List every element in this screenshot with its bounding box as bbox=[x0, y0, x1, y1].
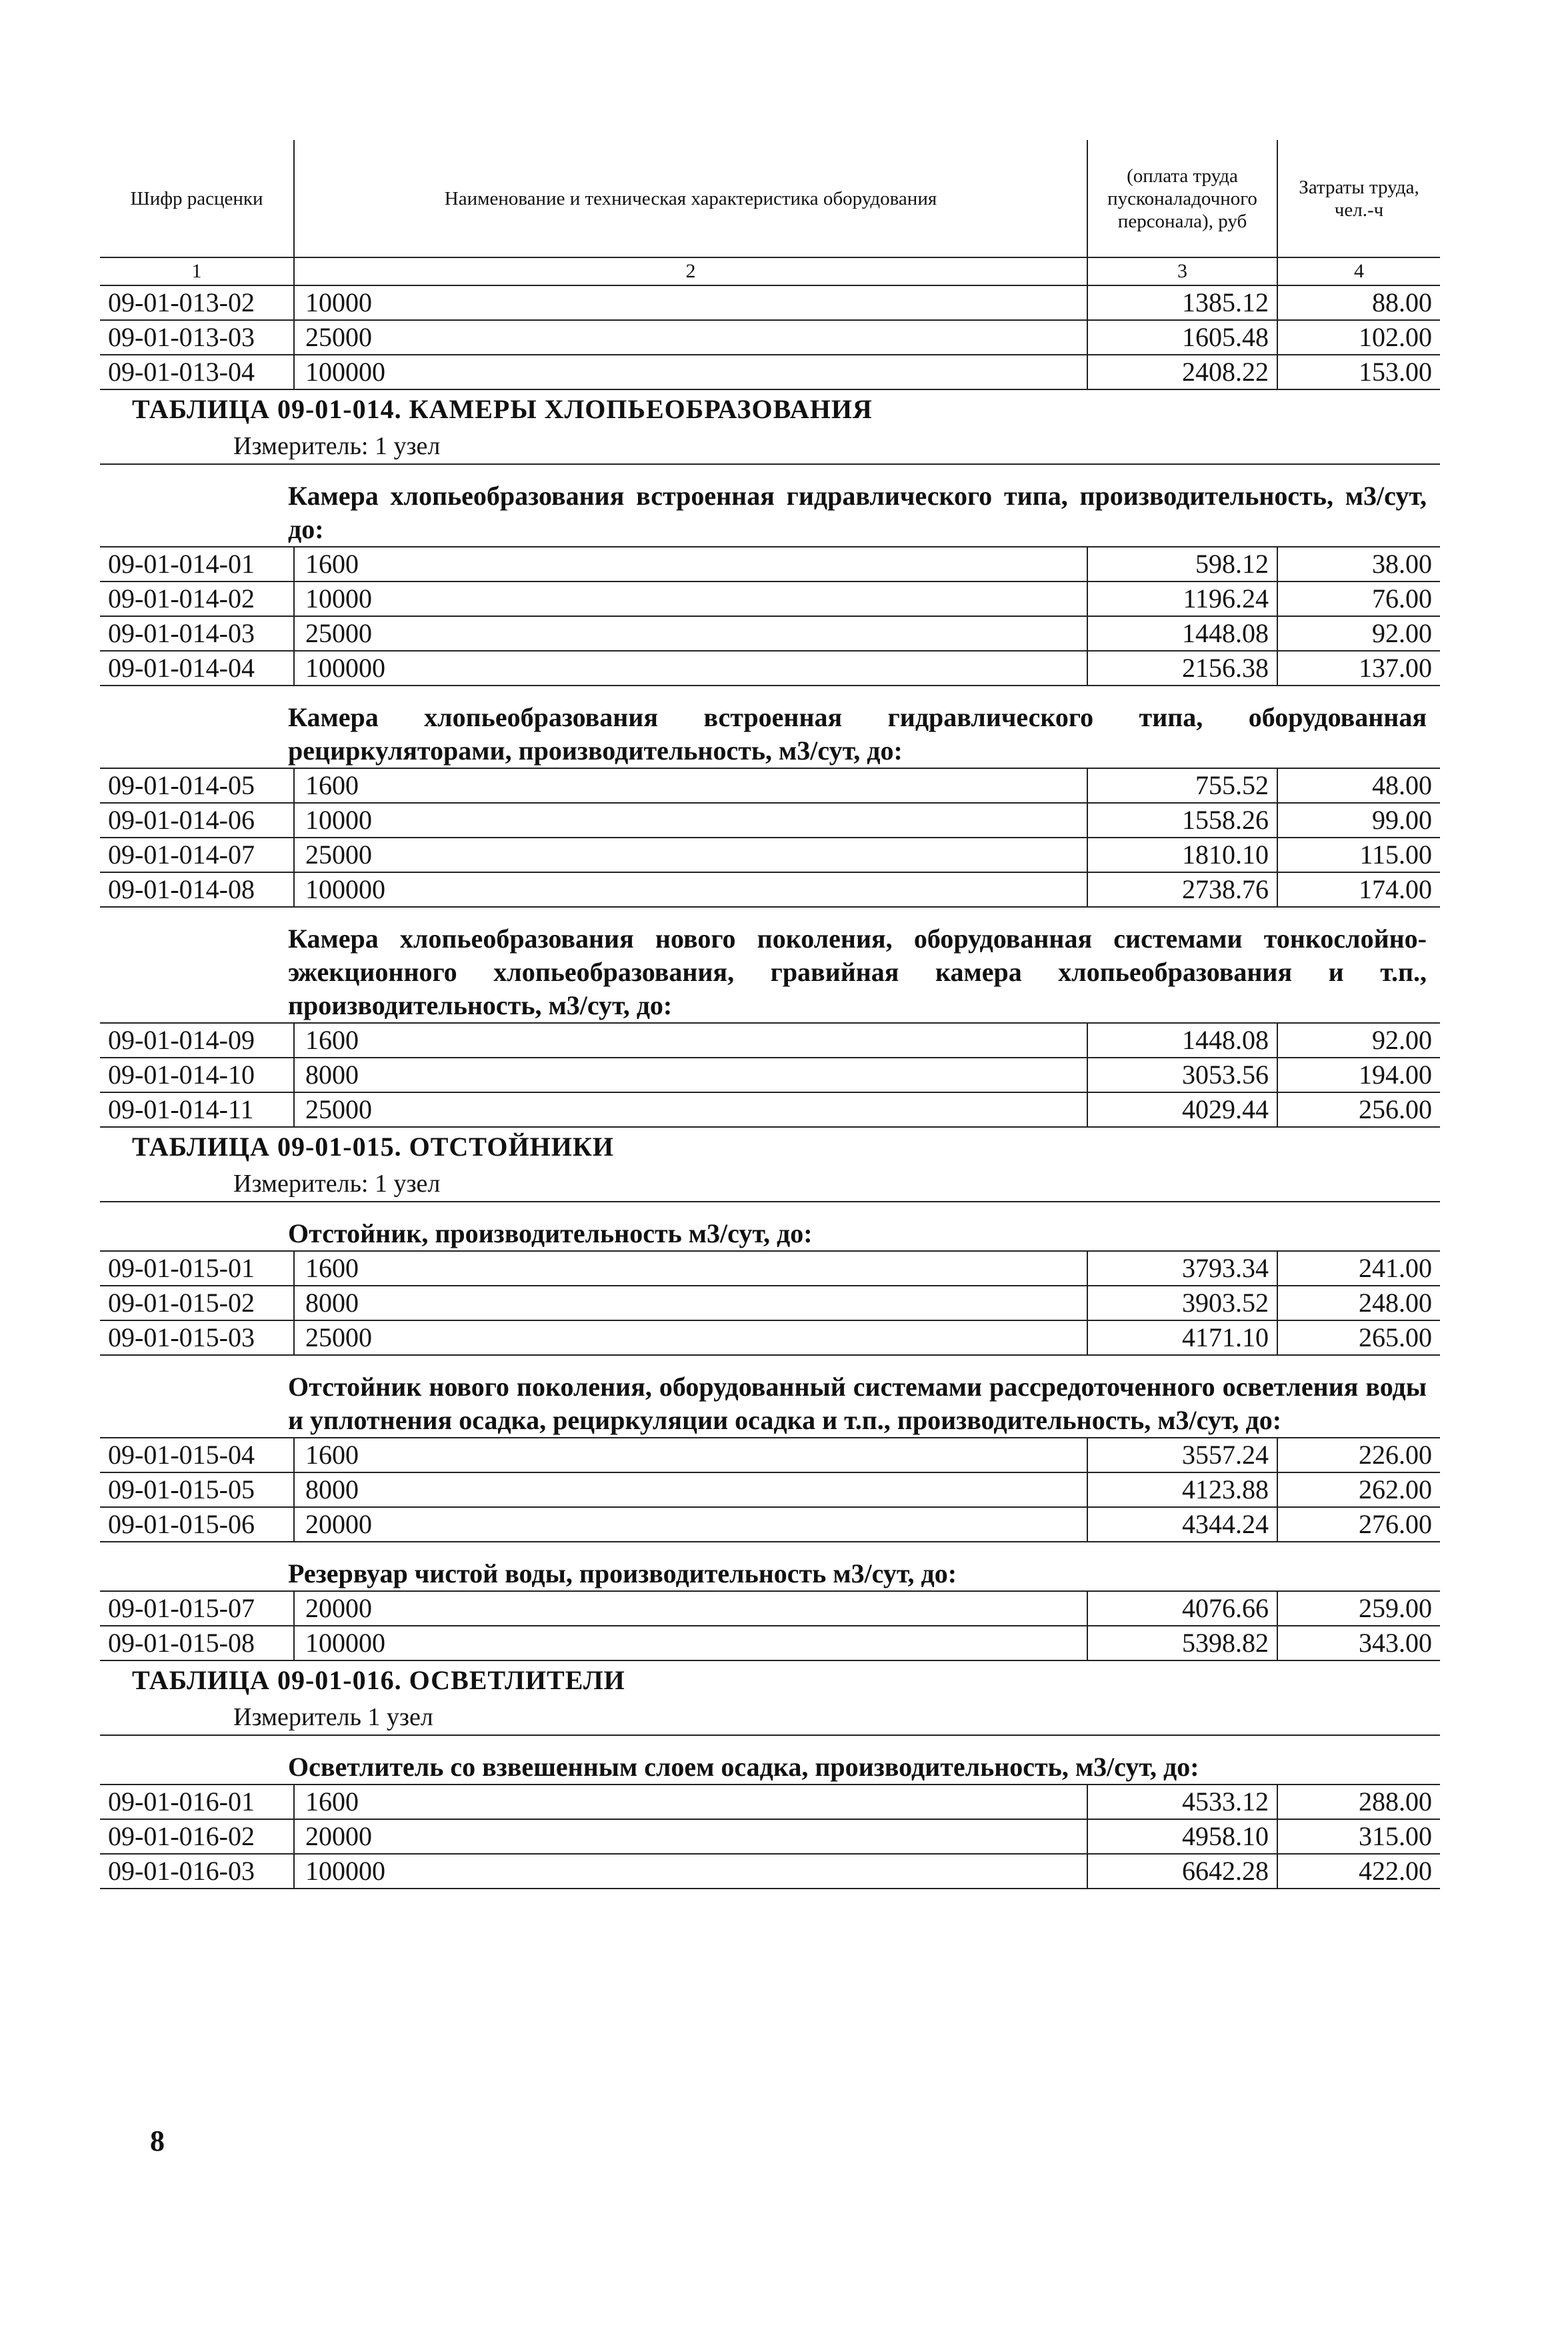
rate-code: 09-01-014-01 bbox=[108, 549, 255, 579]
group-heading: Камера хлопьеобразования встроенная гидравлического типа, оборудованная рециркуляторами, производительность, м3/сут, до: bbox=[100, 686, 1440, 769]
capacity-value: 25000 bbox=[293, 617, 1087, 650]
capacity-value: 20000 bbox=[293, 1508, 1087, 1541]
cost-value: 1810.10 bbox=[1087, 838, 1277, 872]
capacity-value: 1600 bbox=[293, 547, 1087, 581]
labor-value: 241.00 bbox=[1277, 1252, 1440, 1285]
section-title: ТАБЛИЦА 09-01-014. КАМЕРЫ ХЛОПЬЕОБРАЗОВАНИЯ bbox=[132, 394, 873, 424]
rate-code: 09-01-014-08 bbox=[108, 874, 255, 904]
labor-value: 174.00 bbox=[1277, 873, 1440, 906]
measure-unit: Измеритель: 1 узел bbox=[100, 1166, 1440, 1202]
table-row bbox=[100, 355, 1440, 390]
labor-value: 256.00 bbox=[1277, 1093, 1440, 1126]
cost-value: 4076.66 bbox=[1087, 1592, 1277, 1625]
labor-value: 288.00 bbox=[1277, 1785, 1440, 1819]
labor-value: 262.00 bbox=[1277, 1473, 1440, 1506]
rate-code: 09-01-013-02 bbox=[108, 287, 255, 317]
rate-code: 09-01-014-02 bbox=[108, 583, 255, 614]
cost-value: 1448.08 bbox=[1087, 1024, 1277, 1057]
cost-value: 4123.88 bbox=[1087, 1473, 1277, 1506]
labor-value: 48.00 bbox=[1277, 769, 1440, 802]
rate-code: 09-01-015-08 bbox=[108, 1628, 255, 1658]
measure-unit: Измеритель 1 узел bbox=[100, 1700, 1440, 1736]
labor-value: 226.00 bbox=[1277, 1438, 1440, 1472]
section-title: ТАБЛИЦА 09-01-016. ОСВЕТЛИТЕЛИ bbox=[132, 1665, 625, 1695]
cost-value: 1605.48 bbox=[1087, 321, 1277, 354]
rate-code: 09-01-015-01 bbox=[108, 1253, 255, 1283]
rate-code: 09-01-014-05 bbox=[108, 770, 255, 800]
group-heading: Отстойник, производительность м3/сут, до: bbox=[100, 1202, 1440, 1252]
capacity-value: 25000 bbox=[293, 1321, 1087, 1354]
table-row bbox=[100, 1473, 1440, 1508]
table-body bbox=[100, 286, 1440, 1889]
column-number: 1 bbox=[191, 260, 202, 282]
labor-value: 92.00 bbox=[1277, 1024, 1440, 1057]
labor-value: 343.00 bbox=[1277, 1626, 1440, 1660]
capacity-value: 1600 bbox=[293, 769, 1087, 802]
capacity-value: 1600 bbox=[293, 1785, 1087, 1819]
rate-code: 09-01-014-03 bbox=[108, 618, 255, 648]
group-heading: Резервуар чистой воды, производительность м3/сут, до: bbox=[100, 1542, 1440, 1592]
table-row bbox=[100, 1508, 1440, 1542]
labor-value: 99.00 bbox=[1277, 804, 1440, 837]
capacity-value: 10000 bbox=[293, 582, 1087, 616]
table-row bbox=[100, 1820, 1440, 1855]
capacity-value: 100000 bbox=[293, 873, 1087, 906]
capacity-value: 1600 bbox=[293, 1024, 1087, 1057]
cost-value: 4029.44 bbox=[1087, 1093, 1277, 1126]
rate-code: 09-01-014-11 bbox=[108, 1094, 254, 1124]
table-row bbox=[100, 1785, 1440, 1820]
cost-value: 6642.28 bbox=[1087, 1855, 1277, 1888]
page-number: 8 bbox=[150, 2125, 165, 2157]
table-row bbox=[100, 1321, 1440, 1356]
labor-value: 422.00 bbox=[1277, 1855, 1440, 1888]
capacity-value: 10000 bbox=[293, 804, 1087, 837]
capacity-value: 100000 bbox=[293, 1626, 1087, 1660]
rate-code: 09-01-014-06 bbox=[108, 805, 255, 835]
header-code: Шифр расценки bbox=[130, 187, 263, 209]
labor-value: 115.00 bbox=[1277, 838, 1440, 872]
capacity-value: 25000 bbox=[293, 1093, 1087, 1126]
cost-value: 2156.38 bbox=[1087, 652, 1277, 685]
cost-value: 4533.12 bbox=[1087, 1785, 1277, 1819]
cost-value: 3557.24 bbox=[1087, 1438, 1277, 1472]
price-table bbox=[100, 140, 1440, 1889]
cost-value: 1196.24 bbox=[1087, 582, 1277, 616]
rate-code: 09-01-015-05 bbox=[108, 1474, 255, 1504]
labor-value: 88.00 bbox=[1277, 286, 1440, 319]
column-number: 2 bbox=[293, 258, 1087, 285]
cost-value: 4344.24 bbox=[1087, 1508, 1277, 1541]
rate-code: 09-01-016-03 bbox=[108, 1856, 255, 1886]
table-row bbox=[100, 652, 1440, 686]
capacity-value: 8000 bbox=[293, 1473, 1087, 1506]
labor-value: 38.00 bbox=[1277, 547, 1440, 581]
capacity-value: 100000 bbox=[293, 355, 1087, 389]
labor-value: 315.00 bbox=[1277, 1820, 1440, 1853]
group-heading: Отстойник нового поколения, оборудованный системами рассредоточенного осветления воды и уплотнения осадка, рециркуляции осадка и т.п., производительность, м3/сут, до: bbox=[100, 1356, 1440, 1438]
column-numbers bbox=[100, 258, 1440, 286]
cost-value: 1385.12 bbox=[1087, 286, 1277, 319]
labor-value: 259.00 bbox=[1277, 1592, 1440, 1625]
capacity-value: 10000 bbox=[293, 286, 1087, 319]
table-row bbox=[100, 1252, 1440, 1286]
header-cost: (оплата труда пусконаладочного персонала), руб bbox=[1087, 140, 1277, 257]
table-row bbox=[100, 582, 1440, 617]
cost-value: 1448.08 bbox=[1087, 617, 1277, 650]
table-row bbox=[100, 873, 1440, 908]
rate-code: 09-01-015-04 bbox=[108, 1440, 255, 1470]
labor-value: 76.00 bbox=[1277, 582, 1440, 616]
cost-value: 755.52 bbox=[1087, 769, 1277, 802]
column-number: 4 bbox=[1277, 258, 1440, 285]
table-row bbox=[100, 1592, 1440, 1626]
cost-value: 3903.52 bbox=[1087, 1286, 1277, 1320]
rate-code: 09-01-014-09 bbox=[108, 1025, 255, 1055]
capacity-value: 100000 bbox=[293, 652, 1087, 685]
table-row bbox=[100, 286, 1440, 321]
table-row bbox=[100, 321, 1440, 355]
table-row bbox=[100, 1438, 1440, 1473]
cost-value: 4171.10 bbox=[1087, 1321, 1277, 1354]
rate-code: 09-01-016-02 bbox=[108, 1821, 255, 1851]
table-row bbox=[100, 1024, 1440, 1058]
group-heading: Камера хлопьеобразования встроенная гидравлического типа, производительность, м3/сут, до: bbox=[100, 465, 1440, 547]
labor-value: 265.00 bbox=[1277, 1321, 1440, 1354]
table-row bbox=[100, 617, 1440, 652]
capacity-value: 100000 bbox=[293, 1855, 1087, 1888]
group-heading: Осветлитель со взвешенным слоем осадка, производительность, м3/сут, до: bbox=[100, 1736, 1440, 1785]
cost-value: 3793.34 bbox=[1087, 1252, 1277, 1285]
cost-value: 1558.26 bbox=[1087, 804, 1277, 837]
header-name: Наименование и техническая характеристика оборудования bbox=[293, 140, 1087, 257]
table-row bbox=[100, 547, 1440, 582]
rate-code: 09-01-015-03 bbox=[108, 1322, 255, 1352]
rate-code: 09-01-015-02 bbox=[108, 1288, 255, 1318]
rate-code: 09-01-016-01 bbox=[108, 1787, 255, 1817]
cost-value: 5398.82 bbox=[1087, 1626, 1277, 1660]
table-row bbox=[100, 804, 1440, 838]
capacity-value: 8000 bbox=[293, 1058, 1087, 1092]
table-row bbox=[100, 838, 1440, 873]
table-row bbox=[100, 1286, 1440, 1321]
table-row bbox=[100, 1093, 1440, 1128]
labor-value: 248.00 bbox=[1277, 1286, 1440, 1320]
cost-value: 4958.10 bbox=[1087, 1820, 1277, 1853]
cost-value: 2408.22 bbox=[1087, 355, 1277, 389]
rate-code: 09-01-014-04 bbox=[108, 653, 255, 683]
table-row bbox=[100, 1058, 1440, 1093]
labor-value: 102.00 bbox=[1277, 321, 1440, 354]
rate-code: 09-01-014-10 bbox=[108, 1060, 255, 1090]
capacity-value: 25000 bbox=[293, 838, 1087, 872]
cost-value: 598.12 bbox=[1087, 547, 1277, 581]
capacity-value: 25000 bbox=[293, 321, 1087, 354]
table-header bbox=[100, 140, 1440, 258]
rate-code: 09-01-014-07 bbox=[108, 840, 255, 870]
rate-code: 09-01-015-06 bbox=[108, 1509, 255, 1539]
table-row bbox=[100, 1855, 1440, 1889]
table-row bbox=[100, 1626, 1440, 1661]
rate-code: 09-01-013-04 bbox=[108, 357, 255, 387]
measure-unit: Измеритель: 1 узел bbox=[100, 429, 1440, 465]
capacity-value: 1600 bbox=[293, 1438, 1087, 1472]
table-row bbox=[100, 769, 1440, 804]
header-labor: Затраты труда, чел.-ч bbox=[1277, 140, 1440, 257]
labor-value: 194.00 bbox=[1277, 1058, 1440, 1092]
labor-value: 153.00 bbox=[1277, 355, 1440, 389]
labor-value: 276.00 bbox=[1277, 1508, 1440, 1541]
labor-value: 137.00 bbox=[1277, 652, 1440, 685]
labor-value: 92.00 bbox=[1277, 617, 1440, 650]
section-title: ТАБЛИЦА 09-01-015. ОТСТОЙНИКИ bbox=[132, 1132, 614, 1162]
capacity-value: 8000 bbox=[293, 1286, 1087, 1320]
rate-code: 09-01-015-07 bbox=[108, 1593, 255, 1623]
group-heading: Камера хлопьеобразования нового поколения, оборудованная системами тонкослойно-эжекционного хлопьеобразования, гравийная камера хлопьеобразования и т.п., производительность, м3/сут, до: bbox=[100, 908, 1440, 1024]
capacity-value: 20000 bbox=[293, 1820, 1087, 1853]
cost-value: 3053.56 bbox=[1087, 1058, 1277, 1092]
column-number: 3 bbox=[1087, 258, 1277, 285]
cost-value: 2738.76 bbox=[1087, 873, 1277, 906]
capacity-value: 20000 bbox=[293, 1592, 1087, 1625]
capacity-value: 1600 bbox=[293, 1252, 1087, 1285]
rate-code: 09-01-013-03 bbox=[108, 322, 255, 352]
